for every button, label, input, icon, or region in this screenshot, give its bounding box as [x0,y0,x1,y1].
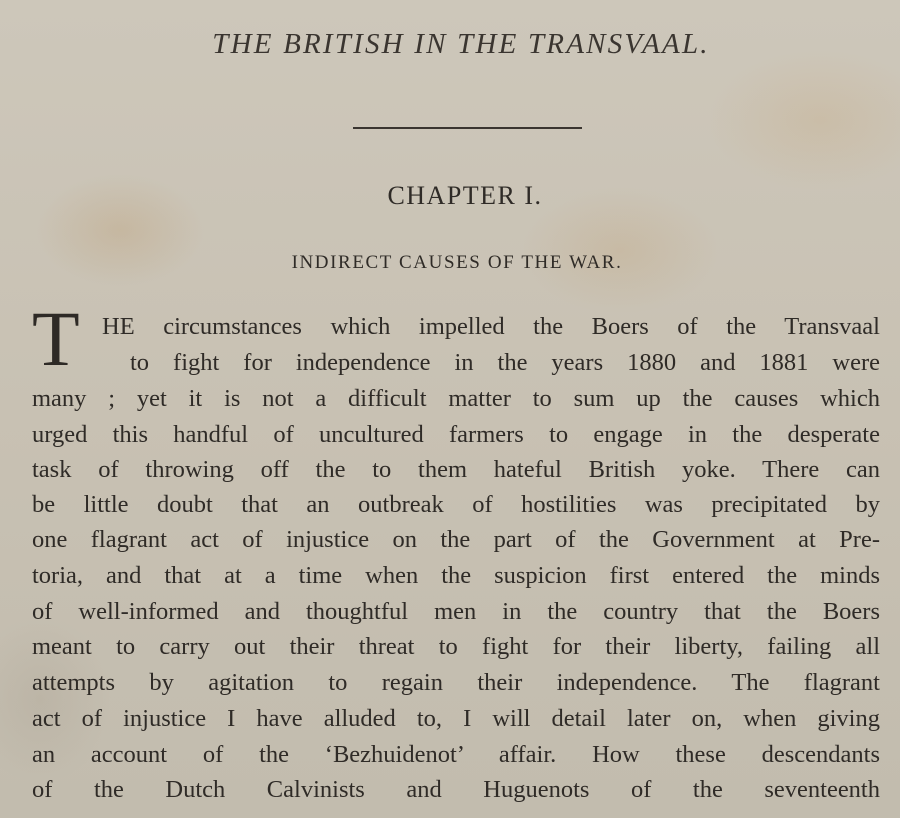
chapter-title: CHAPTER I. [387,181,543,210]
title-rule [353,127,582,129]
text-line: act of injustice I have alluded to, I will detail later on, when giving [32,705,880,732]
text-line: urged this handful of uncultured farmers to engage in the desperate [32,421,880,448]
drop-cap: T [32,295,80,382]
text-line: an account of the ‘Bezhuidenot’ affair. How these descendants [32,741,880,768]
text-line: be little doubt that an outbreak of hostilities was precipitated by [32,491,880,518]
text-line: of well-informed and thoughtful men in the country that the Boers [32,598,880,625]
text-line: many ; yet it is not a difficult matter to sum up the causes which [32,385,880,412]
text-line: task of throwing off the to them hateful British yoke. There can [32,456,880,483]
text-line: attempts by agitation to regain their independence. The flagrant [32,669,880,696]
text-line: toria, and that at a time when the suspicion first entered the minds [32,562,880,589]
text-line: HE circumstances which impelled the Boers of the Transvaal [102,313,880,340]
text-line: meant to carry out their threat to fight for their liberty, failing all [32,633,880,660]
section-heading: INDIRECT CAUSES OF THE WAR. [291,252,623,273]
running-head: THE BRITISH IN THE TRANSVAAL. [212,28,710,60]
text-line: to fight for independence in the years 1880 and 1881 were [130,349,880,376]
text-line: one flagrant act of injustice on the part of the Government at Pre- [32,526,880,553]
text-line: of the Dutch Calvinists and Huguenots of the seventeenth [32,776,880,803]
